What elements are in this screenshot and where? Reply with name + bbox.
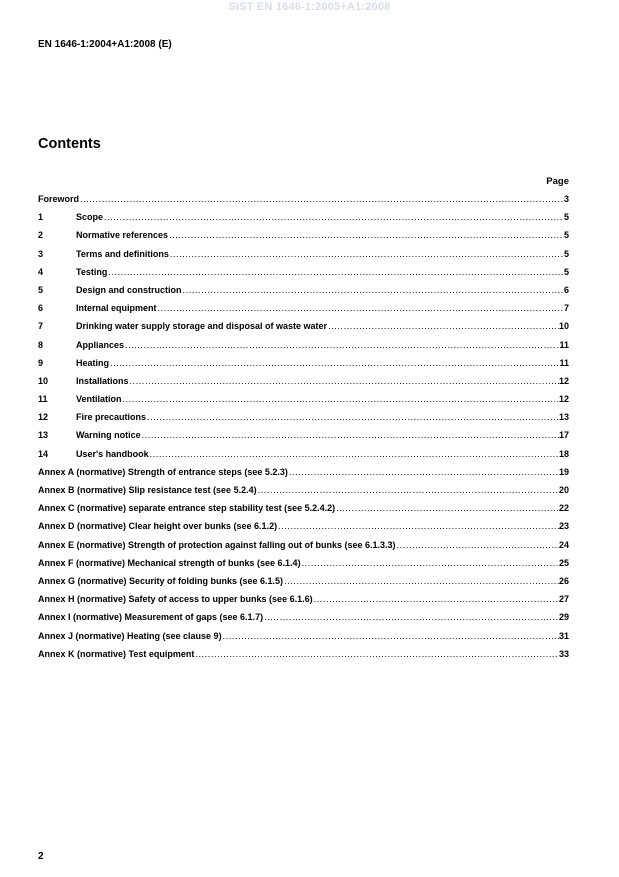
dot-leader: [335, 503, 559, 513]
dot-leader: [288, 467, 559, 477]
dot-leader: [149, 449, 559, 459]
dot-leader: [109, 358, 559, 368]
toc-entry-title: User's handbook: [76, 448, 149, 459]
toc-entry-page: 25: [558, 557, 569, 568]
toc-entry[interactable]: [38, 285, 569, 303]
toc-entry-number: 7: [38, 321, 44, 332]
page-number: 2: [38, 851, 44, 862]
dot-leader: [313, 594, 559, 604]
toc-entry-title: Annex I (normative) Measurement of gaps (see 6.1.7): [38, 612, 264, 623]
toc-entry[interactable]: [38, 376, 569, 394]
dot-leader: [327, 321, 559, 331]
toc-entry-number: 11: [38, 394, 48, 405]
toc-entry-number: 14: [38, 448, 49, 459]
toc-entry[interactable]: [38, 430, 569, 448]
toc-entry-page: 33: [558, 648, 569, 659]
toc-entry-page: 22: [558, 503, 569, 514]
toc-entry[interactable]: [38, 194, 569, 212]
toc-entry[interactable]: [38, 503, 569, 521]
toc-entry-page: 5: [563, 212, 569, 223]
dot-leader: [277, 521, 559, 531]
toc-entry-number: 12: [38, 412, 49, 423]
toc-entry[interactable]: [38, 340, 569, 358]
toc-entry-page: 5: [563, 230, 569, 241]
dot-leader: [301, 558, 559, 568]
toc-entry-page: 7: [563, 303, 569, 314]
toc-entry-page: 5: [563, 266, 569, 277]
toc-entry-title: Annex K (normative) Test equipment: [38, 648, 195, 659]
toc-entry-number: 2: [38, 230, 44, 241]
toc-entry-number: 6: [38, 303, 44, 314]
dot-leader: [169, 249, 564, 259]
toc-entry-page: 11: [559, 357, 569, 368]
toc-entry-title: Annex F (normative) Mechanical strength of bunks (see 6.1.4): [38, 557, 301, 568]
toc-entry-page: 19: [558, 466, 569, 477]
toc-entry-title: Annex G (normative) Security of folding bunks (see 6.1.5): [38, 575, 284, 586]
toc-entry-page: 12: [558, 394, 569, 405]
toc-entry-title: Normative references: [76, 230, 169, 241]
dot-leader: [129, 376, 559, 386]
toc-entry-title: Annex E (normative) Strength of protection against falling out of bunks (see 6.1.3.3): [38, 539, 396, 550]
toc-entry-number: 10: [38, 375, 49, 386]
toc-entry-page: 23: [558, 521, 569, 532]
toc-entry-title: Annex B (normative) Slip resistance test (see 5.2.4): [38, 485, 257, 495]
dot-leader: [107, 267, 564, 277]
toc-entry-page: 10: [558, 321, 569, 332]
toc-entry[interactable]: [38, 412, 569, 430]
toc-entry-page: 31: [558, 630, 569, 641]
dot-leader: [124, 340, 559, 350]
toc-entry-title: Annex C (normative) separate entrance step stability test (see 5.2.4.2): [38, 503, 336, 514]
toc-entry-title: Ventilation: [76, 394, 122, 405]
page-column-label: Page: [546, 176, 569, 187]
dot-leader: [257, 485, 559, 495]
toc-entry[interactable]: [38, 485, 569, 503]
toc-entry-title: Fire precautions: [76, 412, 147, 423]
toc-entry-title: Scope: [76, 212, 104, 223]
toc-entry-page: 12: [558, 375, 569, 386]
toc-entry[interactable]: [38, 540, 569, 558]
toc-entry-page: 6: [563, 284, 569, 295]
dot-leader: [222, 631, 559, 641]
toc-entry[interactable]: [38, 649, 569, 667]
toc-entry-page: 13: [558, 412, 569, 423]
toc-entry[interactable]: [38, 249, 569, 267]
toc-entry[interactable]: [38, 612, 569, 630]
toc-entry[interactable]: [38, 449, 569, 467]
toc-entry[interactable]: [38, 576, 569, 594]
toc-entry-title: Design and construction: [76, 284, 182, 295]
dot-leader: [141, 430, 559, 440]
dot-leader: [182, 285, 564, 295]
toc-entry[interactable]: [38, 467, 569, 485]
toc-entry-title: Warning notice: [76, 430, 141, 441]
dot-leader: [122, 394, 559, 404]
toc-entry-page: 5: [563, 248, 569, 259]
dot-leader: [194, 649, 559, 659]
contents-heading: Contents: [38, 136, 101, 152]
toc-entry-page: 26: [558, 575, 569, 586]
toc-entry-page: 20: [558, 485, 569, 495]
dot-leader: [103, 212, 564, 222]
toc-entry-title: Heating: [76, 357, 110, 368]
toc-entry-page: 3: [563, 194, 569, 204]
toc-entry-page: 11: [559, 339, 569, 350]
dot-leader: [168, 230, 564, 240]
toc-entry-number: 1: [38, 212, 44, 223]
toc-entry-number: 9: [38, 357, 44, 368]
toc-entry-title: Annex J (normative) Heating (see clause 9): [38, 630, 222, 641]
dot-leader: [157, 303, 564, 313]
toc-entry-title: Foreword: [38, 194, 80, 204]
watermark: SIST EN 1646-1:2005+A1:2008: [228, 1, 391, 13]
toc-entry-page: 24: [558, 539, 569, 550]
toc-entry[interactable]: [38, 303, 569, 321]
dot-leader: [396, 540, 559, 550]
dot-leader: [283, 576, 559, 586]
toc-entry-title: Annex D (normative) Clear height over bunks (see 6.1.2): [38, 521, 278, 532]
toc-entry-title: Annex H (normative) Safety of access to upper bunks (see 6.1.6): [38, 594, 313, 605]
toc-entry-title: Appliances: [76, 339, 125, 350]
toc-entry-page: 29: [558, 612, 569, 623]
toc-entry-title: Terms and definitions: [76, 248, 169, 259]
toc-entry-page: 18: [558, 448, 569, 459]
toc-entry[interactable]: [38, 521, 569, 539]
toc-entry[interactable]: [38, 212, 569, 230]
dot-leader: [146, 412, 559, 422]
toc-entry-number: 13: [38, 430, 49, 441]
toc-entry[interactable]: [38, 358, 569, 376]
toc-entry[interactable]: [38, 631, 569, 649]
toc-entry-page: 27: [558, 594, 569, 605]
toc-entry-title: Installations: [76, 375, 129, 386]
toc-entry-page: 17: [558, 430, 569, 441]
toc-entry-number: 3: [38, 248, 44, 259]
toc-entry-title: Testing: [76, 266, 108, 277]
toc-entry-title: Drinking water supply storage and disposal of waste water: [76, 321, 328, 332]
toc-entry[interactable]: [38, 558, 569, 576]
table-of-contents: [38, 194, 569, 667]
dot-leader: [79, 194, 564, 204]
dot-leader: [263, 612, 559, 622]
toc-entry[interactable]: [38, 594, 569, 612]
toc-entry-number: 4: [38, 266, 44, 277]
toc-entry[interactable]: [38, 321, 569, 339]
toc-entry-number: 8: [38, 339, 44, 350]
toc-entry-title: Annex A (normative) Strength of entrance steps (see 5.2.3): [38, 466, 288, 477]
toc-entry-title: Internal equipment: [76, 303, 157, 314]
toc-entry[interactable]: [38, 230, 569, 248]
toc-entry[interactable]: [38, 267, 569, 285]
toc-entry-number: 5: [38, 284, 44, 295]
toc-entry[interactable]: [38, 394, 569, 412]
document-id: EN 1646-1:2004+A1:2008 (E): [38, 39, 172, 50]
